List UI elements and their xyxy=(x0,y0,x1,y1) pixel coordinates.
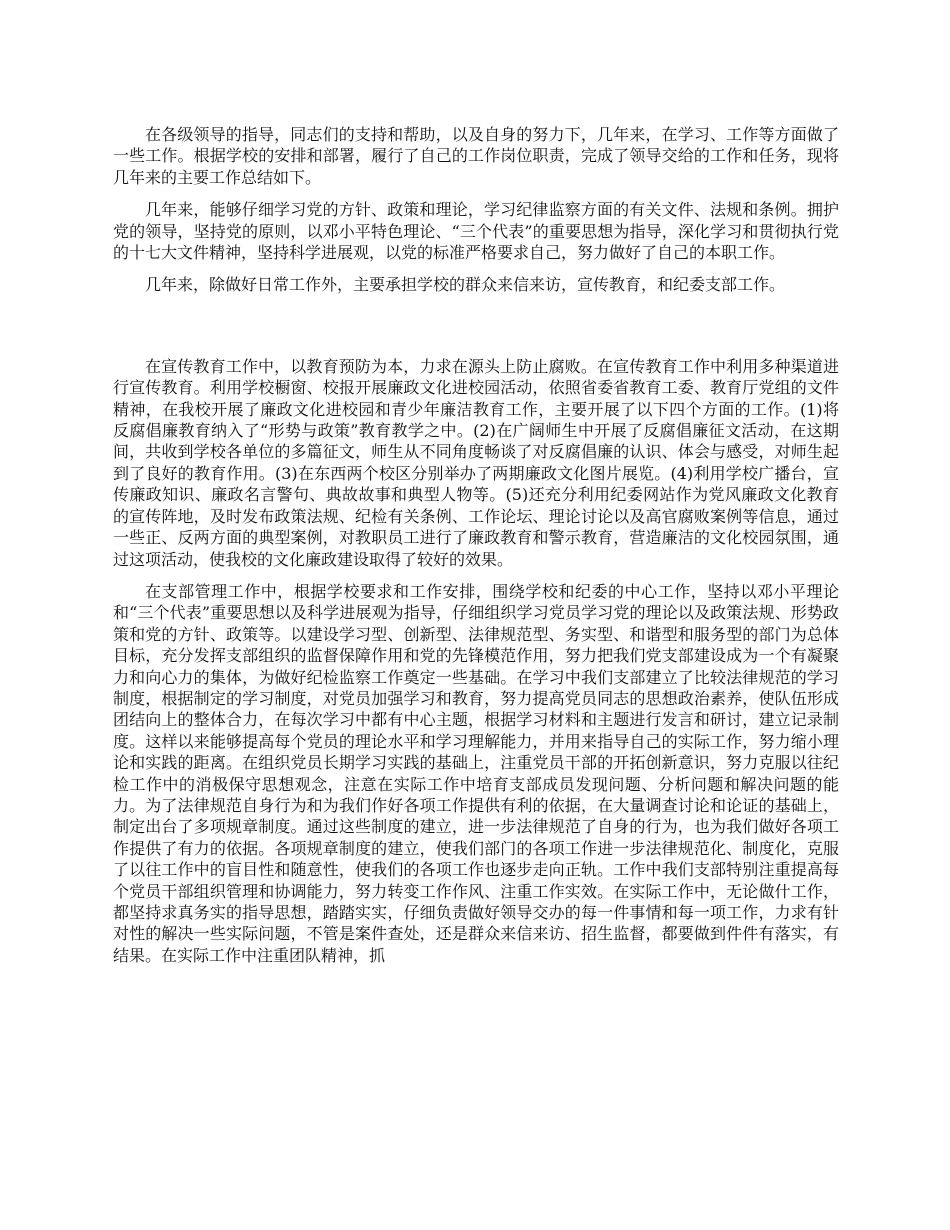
paragraph-duties: 几年来，除做好日常工作外，主要承担学校的群众来信来访，宣传教育，和纪委支部工作。 xyxy=(145,275,786,295)
paragraph-study: 几年来，能够仔细学习党的方针、政策和理论，学习纪律监察方面的有关文件、法规和条例。拥护党的领导，坚持党的原则，以邓小平特色理论、“三个代表”的重要思想为指导，深化学习和贯彻执行党的十七大文件精神，坚持科学进展观，以党的标准严格要求自己，努力做好了自己的本职工作。 xyxy=(113,200,839,263)
paragraph-branch-management: 在支部管理工作中，根据学校要求和工作安排，围绕学校和纪委的中心工作，坚持以邓小平理论和“三个代表”重要思想以及科学进展观为指导，仔细组织学习党员学习党的理论以及政策法规、形势政策和党的方针、政策等。以建设学习型、创新型、法律规范型、务实型、和谐型和服务型的部门为总体目标，充分发挥支部组织的监督保障作用和党的先锋模范作用，努力把我们党支部建设成为一个有凝聚力和向心力的集体，为做好纪检监察工作奠定一些基础。在学习中我们支部建立了比较法律规范的学习制度，根据制定的学习制度，对党员加强学习和教育，努力提高党员同志的思想政治素养，使队伍形成团结向上的整体合力，在每次学习中都有中心主题，根据学习材料和主题进行发言和研讨，建立记录制度。这样以来能够提高每个党员的理论水平和学习理解能力，并用来指导自己的实际工作，努力缩小理论和实践的距离。在组织党员长期学习实践的基础上，注重党员干部的开拓创新意识，努力克服以往纪检工作中的消极保守思想观念，注意在实际工作中培育支部成员发现问题、分析问题和解决问题的能力。为了法律规范自身行为和为我们作好各项工作提供有利的依据，在大量调查讨论和论证的基础上，制定出台了多项规章制度。通过这些制度的建立，进一步法律规范了自身的行为，也为我们做好各项工作提供了有力的依据。各项规章制度的建立，使我们部门的各项工作进一步法律规范化、制度化，克服了以往工作中的盲目性和随意性，使我们的各项工作也逐步走向正轨。工作中我们支部特别注重提高每个党员干部组织管理和协调能力，努力转变工作作风、注重工作实效。在实际工作中，无论做什工作，都坚持求真务实的指导思想，踏踏实实，仔细负责做好领导交办的每一件事情和每一项工作，力求有针对性的解决一些实际问题，不管是案件查处，还是群众来信来访、招生监督，都要做到件件有落实，有结果。在实际工作中注重团队精神，抓 xyxy=(113,581,839,965)
document-page xyxy=(113,124,839,977)
paragraph-intro: 在各级领导的指导，同志们的支持和帮助，以及自身的努力下，几年来，在学习、工作等方面做了一些工作。根据学校的安排和部署，履行了自己的工作岗位职责，完成了领导交给的工作和任务，现将几年来的主要工作总结如下。 xyxy=(113,125,839,187)
paragraph-publicity-education: 在宣传教育工作中，以教育预防为本，力求在源头上防止腐败。在宣传教育工作中利用多种渠道进行宣传教育。利用学校橱窗、校报开展廉政文化进校园活动，依照省委省教育工委、教育厅党组的文件精神，在我校开展了廉政文化进校园和青少年廉洁教育工作，主要开展了以下四个方面的工作。(1)将反腐倡廉教育纳入了“形势与政策”教育教学之中。(2)在广阔师生中开展了反腐倡廉征文活动，在这期间，共收到学校各单位的多篇征文，师生从不同角度畅谈了对反腐倡廉的认识、体会与感受，对师生起到了良好的教育作用。(3)在东西两个校区分别举办了两期廉政文化图片展览。(4)利用学校广播台，宣传廉政知识、廉政名言警句、典故故事和典型人物等。(5)还充分利用纪委网站作为党风廉政文化教育的宣传阵地，及时发布政策法规、纪检有关条例、工作论坛、理论讨论以及高官腐败案例等信息，通过一些正、反两方面的典型案例，对教职员工进行了廉政教育和警示教育，营造廉洁的文化校园氛围，通过这项活动，使我校的文化廉政建设取得了较好的效果。 xyxy=(113,356,839,569)
